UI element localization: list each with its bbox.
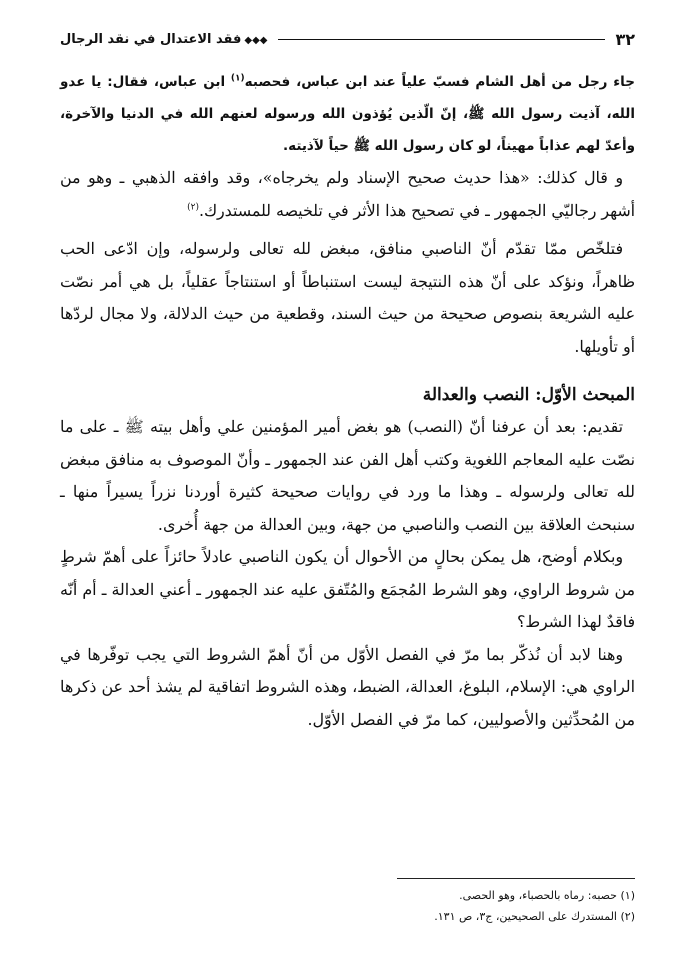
- narration-quote: [60, 66, 635, 162]
- diamond-ornament-icon: ◆◆◆: [244, 34, 268, 46]
- footnote-ref-1[interactable]: (١): [230, 73, 245, 84]
- section-heading: المبحث الأوّل: النصب والعدالة: [422, 385, 635, 405]
- running-title-text: فقد الاعتدال في نقد الرجال: [60, 31, 242, 47]
- footnote-rule: [397, 878, 635, 879]
- section-paragraph-question: وبكلام أوضح، هل يمكن بحالٍ من الأحوال أن يكون الناصبي عادلاً حائزاً على أهمّ شرطٍ من شروط الراوي، وهو الشرط المُجمَع والمُتّفق عليه عند الجمهور ـ أعني العدالة ـ أم أنّه فاقدٌ لهذا الشرط؟: [60, 547, 635, 631]
- body-text: [60, 162, 635, 363]
- quote-text-1: جاء رجل من أهل الشام فسبّ علياً عند ابن عباس، فحصبه: [244, 74, 635, 90]
- page-number: ٣٢: [615, 29, 635, 49]
- header-rule: [278, 39, 606, 40]
- section-body: [60, 411, 635, 736]
- quote-text-2: ابن عباس، فقال: يا عدو الله، آذيت رسول الله ﷺ، إنّ الّذين يُؤذون الله ورسوله لعنهم الله في الدنيا والآخرة، وأعدّ لهم عذاباً مهيناً، لو كان رسول الله ﷺ حياً لآذيته.: [60, 74, 635, 154]
- page: [60, 26, 635, 736]
- running-header: [60, 26, 635, 52]
- narration-paragraph: [60, 66, 635, 162]
- section-paragraph-conditions: وهنا لابد أن نُذكّر بما مرّ في الفصل الأوّل من أنّ أهمّ الشروط التي يجب توفّرها في الراوي هي: الإسلام، البلوغ، العدالة، الضبط، وهذه الشروط اتفاقية لم يشذ أحد عن ذكرها من المُحدِّثين والأصوليين، كما مرّ في الفصل الأوّل.: [60, 644, 635, 729]
- footnote-1: (١) حصبه: رماه بالحصباء، وهو الحصى.: [459, 889, 635, 902]
- footnote-2: (٢) المستدرك على الصحيحين، ج٣، ص ١٣١.: [434, 910, 635, 923]
- section-paragraph-intro: تقديم: بعد أن عرفنا أنّ (النصب) هو بغض أمير المؤمنين علي وأهل بيته ﷺ ـ على ما نصّت عليه المعاجم اللغوية وكتب أهل الفن عند الجمهور ـ وأنّ الموصوف به منافق مبغض لله تعالى ولرسوله ـ وهذا ما ورد في روايات صحيحة كثيرة أوردنا نزراً يسيراً منها ـ سنبحث العلاقة بين النصب والناصبي من جهة، وبين العدالة من جهة أُخرى.: [60, 417, 635, 534]
- running-title: [60, 32, 268, 47]
- paragraph-conclusion: فتلخّص ممّا تقدّم أنّ الناصبي منافق، مبغض لله تعالى ولرسوله، وإن ادّعى الحب ظاهراً، ونؤكد على أنّ هذه النتيجة ليست استنباطاً أو استنتاجاً عقلياً، بل هي أمر نصّت عليه الشريعة بنصوص صحيحة من حيث السند، وقطعية من حيث الدلالة، ولا مجال لردّها أو تأويلها.: [60, 239, 635, 356]
- paragraph-authentication-text: و قال كذلك: «هذا حديث صحيح الإسناد ولم يخرجاه»، وقد وافقه الذهبي ـ وهو من أشهر رجاليّي الجمهور ـ في تصحيح هذا الأثر في تلخيصه للمستدرك.: [60, 168, 635, 220]
- footnote-ref-2[interactable]: (٢): [187, 202, 199, 213]
- paragraph-authentication: [60, 162, 635, 227]
- footnotes: [60, 878, 635, 927]
